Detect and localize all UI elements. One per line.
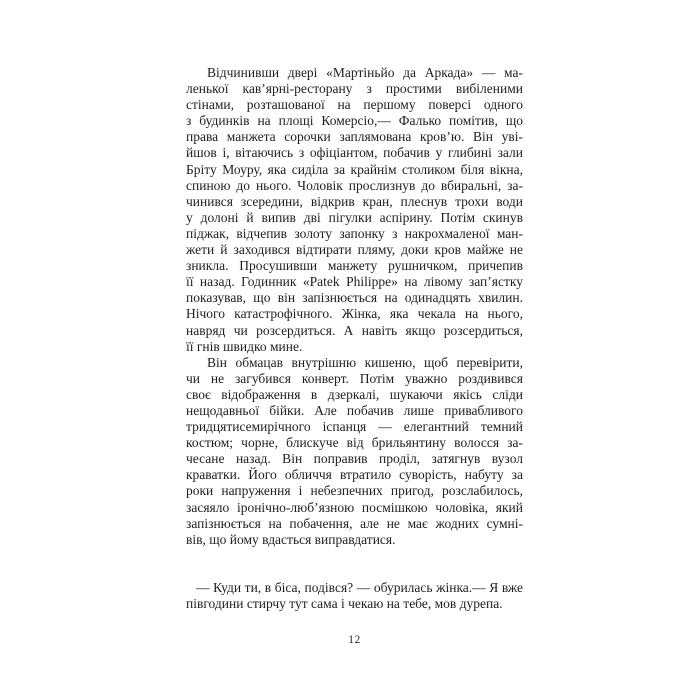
text-line: зникла. Просушивши манжету рушничком, причепив	[186, 258, 523, 274]
text-line: піджак, відчепив золоту запонку з накрохмаленої ман-	[186, 225, 523, 241]
text-line: навряд чи розсердиться. А навіть якщо розсердиться,	[186, 322, 523, 338]
text-block	[186, 65, 523, 612]
text-line: чинився зсередини, відкрив кран, плеснув трохи води	[186, 193, 523, 209]
text-line: роки напруження і небезпечних пригод, розслабилось,	[186, 483, 523, 499]
text-line: чи не загубився конверт. Потім уважно роздивився	[186, 370, 523, 386]
text-line: запізнюється на побачення, але не має жодних сумні-	[186, 515, 523, 531]
text-line: стінами, розташованої на першому поверсі одного	[186, 97, 523, 113]
text-line: своє відображення в дзеркалі, шукаючи якісь сліди	[186, 386, 523, 402]
text-line: засяяло іронічно-люб’язною посмішкою чоловіка, який	[186, 499, 523, 515]
paragraph-2	[186, 355, 523, 548]
text-line: її назад. Годинник «Patek Philippe» на лівому зап’ястку	[186, 274, 523, 290]
text-line: Бріту Моуру, яка сиділа за крайнім столиком біля вікна,	[186, 161, 523, 177]
paragraph-1	[186, 65, 523, 355]
text-line: спиною до нього. Чоловік прослизнув до вбиральні, за-	[186, 177, 523, 193]
page-number: 12	[348, 634, 361, 646]
text-line: півгодини стирчу тут сама і чекаю на тебе, мов дурепа.	[186, 596, 503, 612]
text-line: з будинків на площі Комерсіо,— Фалько помітив, що	[186, 113, 523, 129]
text-line: вів, що йому вдасться виправдатися.	[186, 531, 396, 547]
text-line: — Куди ти, в біса, подівся? — обурилась жінка.— Я вже	[196, 580, 523, 595]
text-line: жети й заходився відтирати пляму, доки кров майже не	[186, 242, 523, 258]
text-line: нещодавньої бійки. Але побачив лише привабливого	[186, 402, 523, 418]
text-line: у долоні й випив дві пігулки аспірину. Потім скинув	[186, 209, 523, 225]
text-line: краватки. Його обличчя втратило суворість, набуту за	[186, 467, 523, 483]
paragraph-3-dialogue	[186, 580, 523, 612]
text-line: тридцятисемирічного іспанця — елегантний темний	[186, 419, 523, 435]
text-line: Нічого катастрофічного. Жінка, яка чекала на нього,	[186, 306, 523, 322]
text-line: йшов і, вітаючись з офіціантом, побачив у глибині зали	[186, 145, 523, 161]
text-line: показував, що він запізнюється на одинадцять хвилин.	[186, 290, 523, 306]
text-line: Він обмацав внутрішню кишеню, щоб перевірити,	[207, 354, 523, 370]
text-line: Відчинивши двері «Мартіньйо да Аркада» — ма-	[207, 65, 523, 80]
text-line: її гнів швидко мине.	[186, 338, 303, 354]
text-line: костюм; чорне, блискуче від брильянтину волосся за-	[186, 435, 523, 451]
text-line: чесане назад. Він поправив проділ, затягнув вузол	[186, 451, 523, 467]
text-line: права манжета сорочки заплямована кров’ю. Він уві-	[186, 129, 523, 145]
text-line: ленької кав’ярні-ресторану з простими вибіленими	[186, 81, 523, 97]
